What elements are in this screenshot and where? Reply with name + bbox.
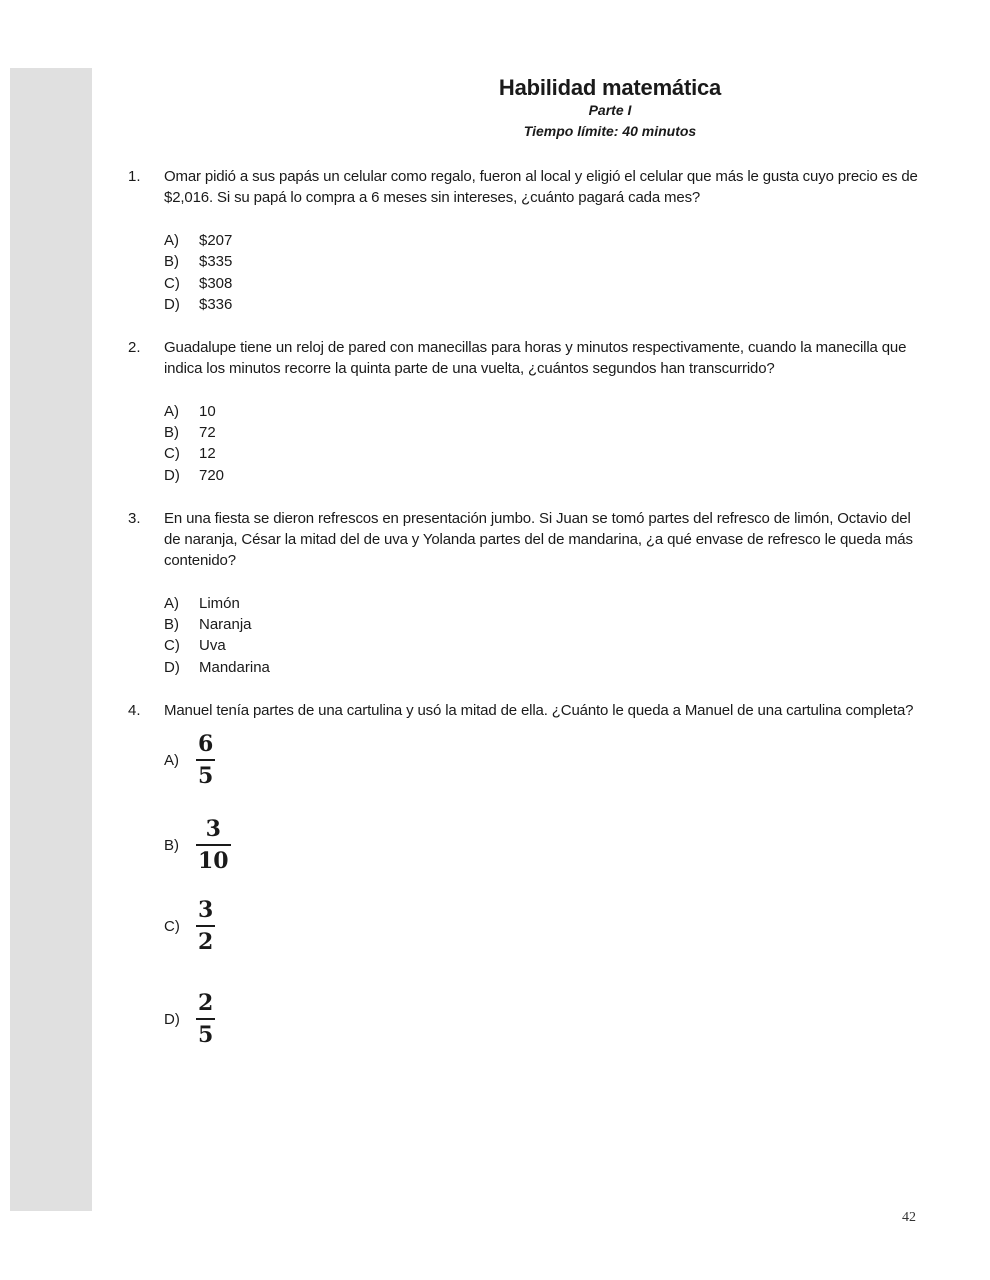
- option-value: Uva: [199, 637, 226, 654]
- question-text: Guadalupe tiene un reloj de pared con manecillas para horas y minutos respectivamente, cuando la manecilla que indica los minutos recorre la quinta parte de una vuelta, ¿cuántos segundos han transcurrido?: [164, 339, 907, 377]
- page-margin-bar: [10, 68, 92, 1211]
- option-value: $335: [199, 253, 233, 270]
- question-text: Omar pidió a sus papás un celular como regalo, fueron al local y eligió el celular que más le gusta cuyo precio es de $2,016. Si su papá lo compra a 6 meses sin intereses, ¿cuánto pagará cada mes?: [164, 168, 918, 206]
- answer-option: [164, 897, 215, 955]
- answer-option: [164, 294, 232, 315]
- answer-option: [164, 593, 240, 614]
- option-letter: A): [164, 595, 179, 612]
- option-letter: C): [164, 275, 180, 292]
- answer-option: [164, 990, 215, 1048]
- option-value: 720: [199, 467, 225, 484]
- option-value: $308: [199, 275, 233, 292]
- question-number: 3.: [128, 510, 141, 527]
- fraction-bar: [196, 844, 231, 846]
- page-subtitle: Parte I: [588, 102, 632, 118]
- option-letter: B): [164, 616, 179, 633]
- question-number: 2.: [128, 339, 141, 356]
- fraction-numerator: 3: [198, 897, 214, 923]
- option-value: $207: [199, 232, 233, 249]
- fraction: [196, 816, 231, 874]
- answer-option: [164, 230, 232, 251]
- answer-option: [164, 635, 226, 656]
- option-letter: D): [164, 1010, 180, 1028]
- fraction-bar: [196, 759, 215, 761]
- question-text: En una fiesta se dieron refrescos en presentación jumbo. Si Juan se tomó partes del refresco de limón, Octavio del de naranja, César la mitad del de uva y Yolanda partes del de mandarina, ¿a qué envase de refresco le queda más contenido?: [164, 510, 913, 569]
- question-text: Manuel tenía partes de una cartulina y usó la mitad de ella. ¿Cuánto le queda a Manuel de una cartulina completa?: [164, 702, 914, 719]
- answer-option: [164, 614, 252, 635]
- answer-option: [164, 465, 224, 486]
- option-letter: C): [164, 917, 180, 935]
- option-value: 12: [199, 445, 216, 462]
- fraction-denominator: 10: [198, 848, 229, 874]
- fraction: [196, 990, 215, 1048]
- option-letter: D): [164, 467, 180, 484]
- fraction-denominator: 2: [198, 929, 214, 955]
- option-letter: B): [164, 424, 179, 441]
- option-letter: A): [164, 232, 179, 249]
- option-letter: B): [164, 836, 179, 854]
- answer-option: [164, 251, 232, 272]
- fraction-denominator: 5: [198, 1022, 214, 1048]
- option-value: $336: [199, 296, 233, 313]
- option-letter: C): [164, 637, 180, 654]
- answer-option: [164, 422, 216, 443]
- answer-option: [164, 657, 270, 678]
- fraction: [196, 897, 215, 955]
- option-value: 10: [199, 403, 216, 420]
- answer-option: [164, 401, 216, 422]
- option-letter: B): [164, 253, 179, 270]
- option-letter: A): [164, 403, 179, 420]
- option-value: 72: [199, 424, 216, 441]
- time-limit: Tiempo límite: 40 minutos: [523, 123, 697, 139]
- answer-option: [164, 443, 216, 464]
- option-letter: D): [164, 659, 180, 676]
- question-number: 1.: [128, 168, 141, 185]
- option-value: Naranja: [199, 616, 252, 633]
- option-value: Limón: [199, 595, 240, 612]
- answer-option: [164, 731, 215, 789]
- question-number: 4.: [128, 702, 141, 719]
- fraction-numerator: 6: [198, 731, 214, 757]
- page-title: Habilidad matemática: [498, 75, 722, 100]
- answer-option: [164, 273, 232, 294]
- page-number: 42: [902, 1210, 916, 1225]
- fraction-numerator: 2: [198, 990, 214, 1016]
- fraction-bar: [196, 1018, 215, 1020]
- option-letter: D): [164, 296, 180, 313]
- option-value: Mandarina: [199, 659, 270, 676]
- option-letter: C): [164, 445, 180, 462]
- option-letter: A): [164, 751, 179, 769]
- fraction-denominator: 5: [198, 763, 214, 789]
- fraction: [196, 731, 215, 789]
- fraction-bar: [196, 925, 215, 927]
- fraction-numerator: 3: [205, 816, 221, 842]
- answer-option: [164, 816, 231, 874]
